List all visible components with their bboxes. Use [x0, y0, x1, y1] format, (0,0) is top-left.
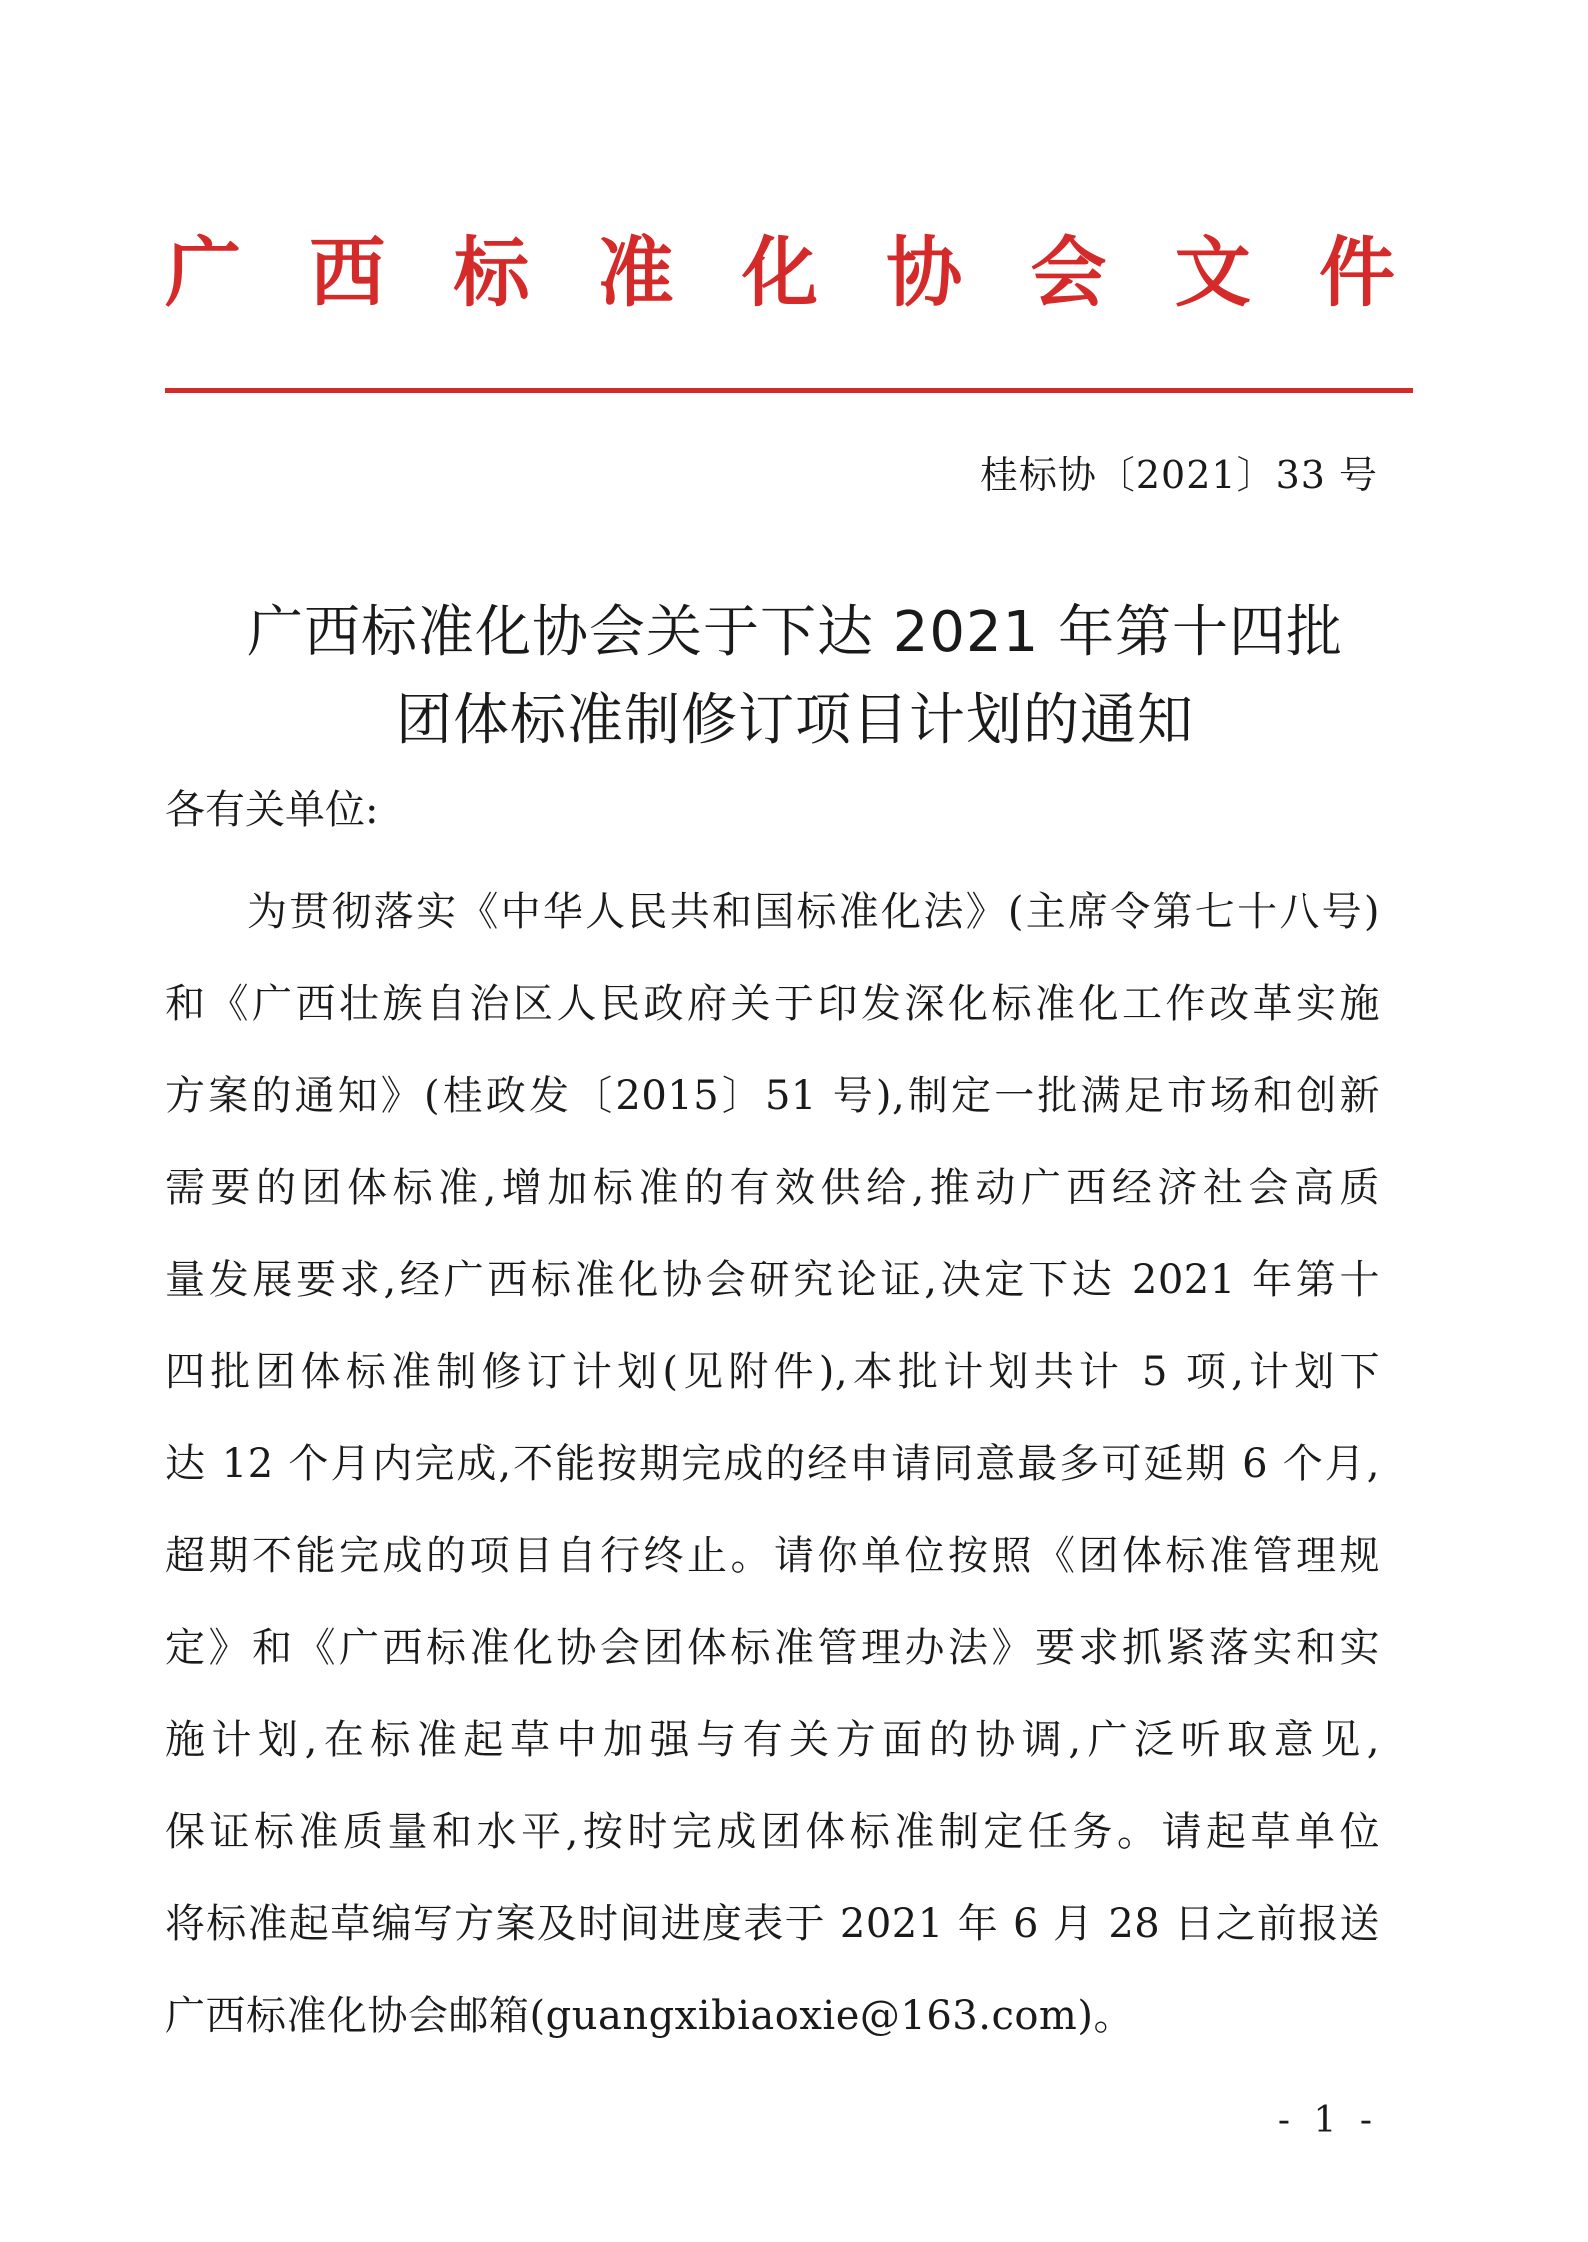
document-header-title [165, 228, 1395, 318]
header-char: 广 [165, 228, 241, 317]
header-char: 协 [886, 228, 963, 317]
document-title-line-2: 团体标准制修订项目计划的通知 [396, 688, 1194, 753]
body-line: 广西标准化协会邮箱(guangxibiaoxie@163.com)。 [165, 1993, 1134, 2039]
body-line: 保证标准质量和水平,按时完成团体标准制定任务。请起草单位 [165, 1809, 1380, 1855]
body-line: 达 12 个月内完成,不能按期完成的经申请同意最多可延期 6 个月, [165, 1441, 1380, 1487]
body-line: 和《广西壮族自治区人民政府关于印发深化标准化工作改革实施 [165, 981, 1380, 1027]
page-number: - 1 - [1277, 2100, 1378, 2141]
body-line: 定》和《广西标准化协会团体标准管理办法》要求抓紧落实和实 [165, 1625, 1380, 1671]
body-line: 四批团体标准制修订计划(见附件),本批计划共计 5 项,计划下 [165, 1349, 1380, 1395]
header-char: 准 [597, 228, 674, 317]
header-divider [165, 388, 1413, 393]
body-line: 将标准起草编写方案及时间进度表于 2021 年 6 月 28 日之前报送 [165, 1901, 1380, 1947]
body-line: 需要的团体标准,增加标准的有效供给,推动广西经济社会高质 [165, 1165, 1380, 1211]
salutation: 各有关单位: [165, 787, 379, 833]
body-line: 超期不能完成的项目自行终止。请你单位按照《团体标准管理规 [165, 1533, 1380, 1579]
header-char: 标 [453, 228, 530, 317]
header-char: 西 [309, 228, 386, 317]
header-char: 化 [742, 228, 818, 317]
header-char: 件 [1319, 228, 1395, 317]
body-line: 为贯彻落实《中华人民共和国标准化法》(主席令第七十八号) [247, 889, 1380, 935]
body-line: 施计划,在标准起草中加强与有关方面的协调,广泛听取意见, [165, 1717, 1380, 1763]
header-char: 会 [1030, 228, 1107, 317]
body-line: 量发展要求,经广西标准化协会研究论证,决定下达 2021 年第十 [165, 1257, 1380, 1303]
body-line: 方案的通知》(桂政发〔2015〕51 号),制定一批满足市场和创新 [165, 1073, 1380, 1119]
document-title-line-1: 广西标准化协会关于下达 2021 年第十四批 [246, 600, 1344, 665]
document-number: 桂标协〔2021〕33 号 [979, 453, 1378, 497]
header-char: 文 [1174, 228, 1251, 317]
body-paragraph [165, 866, 1380, 2062]
